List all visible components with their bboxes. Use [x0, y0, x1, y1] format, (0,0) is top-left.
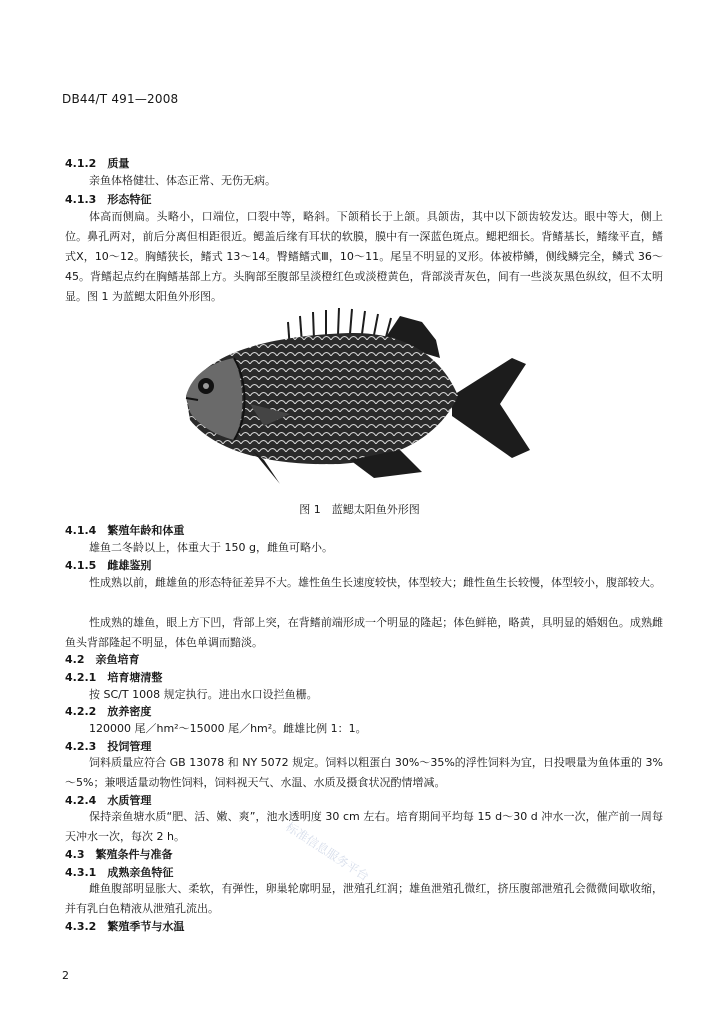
section-4-1-5-title: 4.1.5 雌雄鉴别: [65, 559, 152, 572]
section-4-1-3-text: 体高而侧扁。头略小，口端位，口裂中等，略斜。下颌稍长于上颌。具颌齿，其中以下颌齿较发达。眼中等大，侧上位。鼻孔两对，前后分离但相距很近。鳃盖后缘有耳状的软膜，膜中有一深蓝色斑点。鳃耙细长。背鳍基长，鳍缘平直，鳍式Ⅹ，10～12。胸鳍狭长，鳍式 13～14。臀鳍鳍式Ⅲ，10～11。尾呈不明显的叉形。体被栉鳞，侧线鳞完全，鳞式 36～45。背鳍起点约在胸鳍基部上方。头胸部至腹部呈淡橙红色或淡橙黄色，背部淡青灰色，间有一些淡灰黑色纵纹，但不太明显。图 1 为蓝鳃太阳鱼外形图。: [65, 210, 663, 303]
document-code: DB44/T 491—2008: [62, 92, 179, 106]
section-4-3-2-title: 4.3.2 繁殖季节与水温: [65, 920, 185, 933]
watermark: 标准信息服务平台: [283, 819, 372, 884]
fish-figure: [160, 300, 564, 496]
section-4-2-4-text: 保持亲鱼塘水质“肥、活、嫩、爽”，池水透明度 30 cm 左右。培育期间平均每 15 d～30 d 冲水一次，催产前一周每天冲水一次，每次 2 h。: [65, 810, 663, 843]
section-4-1-4-text: 雄鱼二冬龄以上，体重大于 150 g，雌鱼可略小。: [89, 541, 333, 554]
section-4-3-1-title: 4.3.1 成熟亲鱼特征: [65, 866, 174, 879]
section-4-2-title: 4.2 亲鱼培育: [65, 653, 140, 666]
section-4-2-3-title: 4.2.3 投饲管理: [65, 740, 152, 753]
figure-caption: 图 1 蓝鳃太阳鱼外形图: [299, 503, 420, 516]
section-4-1-2-text: 亲鱼体格健壮、体态正常、无伤无病。: [89, 174, 276, 187]
section-4-1-2-title: 4.1.2 质量: [65, 157, 130, 170]
section-4-2-4-title: 4.2.4 水质管理: [65, 794, 152, 807]
section-4-3-1-text: 雌鱼腹部明显胀大、柔软，有弹性，卵巢轮廓明显，泄殖孔红润；雄鱼泄殖孔微红，挤压腹部泄殖孔会微微间歇收缩，并有乳白色精液从泄殖孔流出。: [65, 882, 663, 915]
section-4-2-2-title: 4.2.2 放养密度: [65, 705, 152, 718]
tail-fin: [452, 358, 530, 458]
section-4-1-3-title: 4.1.3 形态特征: [65, 193, 152, 206]
page-number: 2: [62, 969, 69, 982]
bluegill-fish-illustration: [160, 300, 564, 496]
section-4-3-title: 4.3 繁殖条件与准备: [65, 848, 173, 861]
section-4-2-1-title: 4.2.1 培育塘清整: [65, 671, 163, 684]
section-4-1-4-title: 4.1.4 繁殖年龄和体重: [65, 524, 185, 537]
section-4-1-5-text-1: 性成熟以前，雌雄鱼的形态特征差异不大。雄性鱼生长速度较快，体型较大；雌性鱼生长较慢，体型较小，腹部较大。: [89, 576, 661, 589]
section-4-2-2-text: 120000 尾／hm²～15000 尾／hm²。雌雄比例 1：1。: [89, 722, 367, 735]
section-4-2-3-text: 饲料质量应符合 GB 13078 和 NY 5072 规定。饲料以粗蛋白 30%～35%的浮性饲料为宜，日投喂量为鱼体重的 3%～5%；兼喂适量动物性饲料，饲料视天气、水温、水质及摄食状况酌情增减。: [65, 756, 663, 789]
section-4-2-1-text: 按 SC/T 1008 规定执行。进出水口设拦鱼栅。: [89, 688, 318, 701]
section-4-1-5-text-2: 性成熟的雄鱼，眼上方下凹，背部上突，在背鳍前端形成一个明显的隆起；体色鲜艳，略黄，具明显的婚姻色。成熟雌鱼头背部隆起不明显，体色单调而黯淡。: [65, 616, 663, 649]
